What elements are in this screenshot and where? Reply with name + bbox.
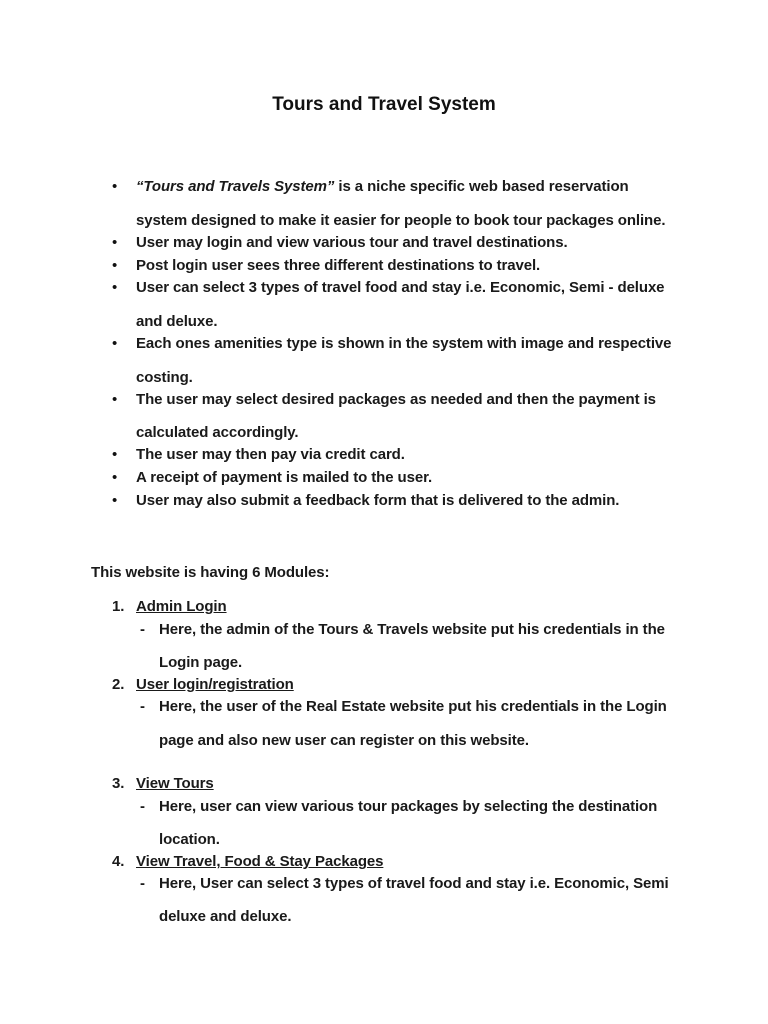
bullet-item-4-cont: and deluxe. <box>136 313 218 330</box>
dash-marker: - <box>140 875 145 892</box>
document-title: Tours and Travel System <box>272 94 496 115</box>
bullet-item-1 <box>136 177 629 197</box>
module-heading-3 <box>112 774 214 794</box>
module-number: 3. <box>112 775 125 792</box>
module-title: View Travel, Food & Stay Packages <box>136 853 384 870</box>
bullet-item-5: Each ones amenities type is shown in the system with image and respective <box>136 335 672 352</box>
bullet-item-7: The user may then pay via credit card. <box>136 446 405 463</box>
bullet-marker: • <box>112 391 118 408</box>
module-number: 1. <box>112 598 125 615</box>
bullet-marker: • <box>112 257 118 274</box>
module-title: Admin Login <box>136 598 227 615</box>
modules-intro: This website is having 6 Modules: <box>91 564 330 581</box>
module-desc-4-cont: deluxe and deluxe. <box>159 908 292 925</box>
bullet-item-9: User may also submit a feedback form that is delivered to the admin. <box>136 492 620 509</box>
bullet-item-3: Post login user sees three different destinations to travel. <box>136 257 541 274</box>
bullet-marker: • <box>112 492 118 509</box>
bullet-item-5-cont: costing. <box>136 369 193 386</box>
module-heading-4 <box>112 852 383 872</box>
system-name-quoted: “Tours and Travels System” <box>136 178 335 195</box>
dash-marker: - <box>140 698 145 715</box>
bullet-marker: • <box>112 446 118 463</box>
module-desc-2-cont: page and also new user can register on this website. <box>159 732 529 749</box>
dash-marker: - <box>140 798 145 815</box>
module-heading-2 <box>112 675 294 695</box>
module-desc-2: Here, the user of the Real Estate website put his credentials in the Login <box>159 698 667 715</box>
module-desc-3-cont: location. <box>159 831 220 848</box>
bullet-item-2: User may login and view various tour and travel destinations. <box>136 234 568 251</box>
bullet-item-6: The user may select desired packages as needed and then the payment is <box>136 391 656 408</box>
bullet-item-6-cont: calculated accordingly. <box>136 424 299 441</box>
bullet-text: is a niche specific web based reservation <box>334 178 629 195</box>
module-title: View Tours <box>136 775 214 792</box>
bullet-marker: • <box>112 335 118 352</box>
module-desc-3: Here, user can view various tour packages by selecting the destination <box>159 798 658 815</box>
bullet-marker: • <box>112 178 118 195</box>
bullet-marker: • <box>112 234 118 251</box>
bullet-item-4: User can select 3 types of travel food and stay i.e. Economic, Semi - deluxe <box>136 279 665 296</box>
module-number: 4. <box>112 853 125 870</box>
module-desc-1-cont: Login page. <box>159 654 243 671</box>
module-title: User login/registration <box>136 676 294 693</box>
dash-marker: - <box>140 621 145 638</box>
bullet-item-8: A receipt of payment is mailed to the user. <box>136 469 433 486</box>
module-number: 2. <box>112 676 125 693</box>
module-heading-1 <box>112 597 227 617</box>
bullet-marker: • <box>112 279 118 296</box>
module-desc-4: Here, User can select 3 types of travel food and stay i.e. Economic, Semi <box>159 875 669 892</box>
bullet-marker: • <box>112 469 118 486</box>
bullet-item-1-cont: system designed to make it easier for people to book tour packages online. <box>136 212 666 229</box>
module-desc-1: Here, the admin of the Tours & Travels website put his credentials in the <box>159 621 665 638</box>
